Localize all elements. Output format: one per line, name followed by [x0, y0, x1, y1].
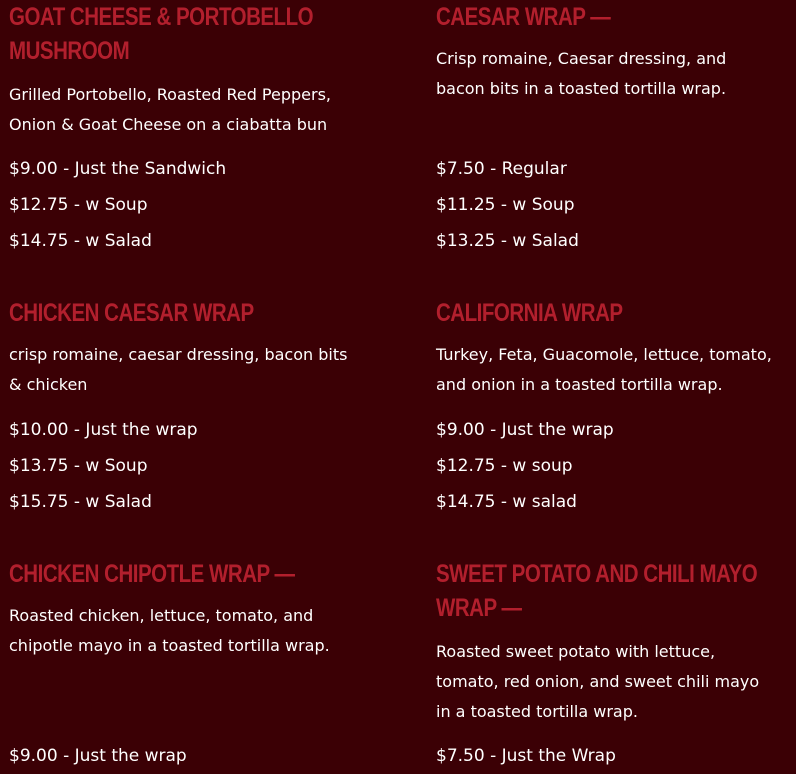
price-line: $14.75 - w salad	[436, 492, 577, 512]
item-title: SWEET POTATO AND CHILI MAYO WRAP —	[436, 560, 758, 622]
price-line: $9.00 - Just the wrap	[9, 746, 187, 766]
price-line: $14.75 - w Salad	[9, 231, 152, 251]
price-line: $15.75 - w Salad	[9, 492, 152, 512]
price-line: $13.75 - w Soup	[9, 456, 148, 476]
item-description: crisp romaine, caesar dressing, bacon bits & chicken	[9, 345, 348, 394]
item-description: Roasted chicken, lettuce, tomato, and chipotle mayo in a toasted tortilla wrap.	[9, 606, 330, 655]
menu-item-caesar-wrap	[436, 0, 776, 104]
price-line: $10.00 - Just the wrap	[9, 420, 198, 440]
item-description: Turkey, Feta, Guacomole, lettuce, tomato, and onion in a toasted tortilla wrap.	[436, 345, 772, 394]
menu-item-california-wrap	[436, 296, 776, 400]
menu-item-chicken-chipotle-wrap	[9, 557, 349, 661]
item-description: Grilled Portobello, Roasted Red Peppers, Onion & Goat Cheese on a ciabatta bun	[9, 85, 332, 134]
item-title: CAESAR WRAP —	[436, 3, 611, 31]
price-line: $9.00 - Just the Sandwich	[9, 159, 227, 179]
menu-item-goat-cheese-portobello	[9, 0, 349, 140]
item-title: CALIFORNIA WRAP	[436, 299, 623, 327]
price-line: $7.50 - Just the Wrap	[436, 746, 616, 766]
price-line: $12.75 - w Soup	[9, 195, 148, 215]
price-line: $7.50 - Regular	[436, 159, 567, 179]
price-line: $13.25 - w Salad	[436, 231, 579, 251]
item-title: CHICKEN CAESAR WRAP	[9, 299, 254, 327]
price-line: $11.25 - w Soup	[436, 195, 575, 215]
item-title: CHICKEN CHIPOTLE WRAP —	[9, 560, 295, 588]
menu-item-chicken-caesar-wrap	[9, 296, 349, 400]
item-description: Roasted sweet potato with lettuce, tomato, red onion, and sweet chili mayo in a toasted tortilla wrap.	[436, 642, 760, 721]
item-title: GOAT CHEESE & PORTOBELLO MUSHROOM	[9, 3, 314, 65]
price-line: $12.75 - w soup	[436, 456, 573, 476]
price-line: $9.00 - Just the wrap	[436, 420, 614, 440]
menu-item-sweet-potato-chili-mayo-wrap	[436, 557, 776, 727]
item-description: Crisp romaine, Caesar dressing, and bacon bits in a toasted tortilla wrap.	[436, 49, 727, 98]
